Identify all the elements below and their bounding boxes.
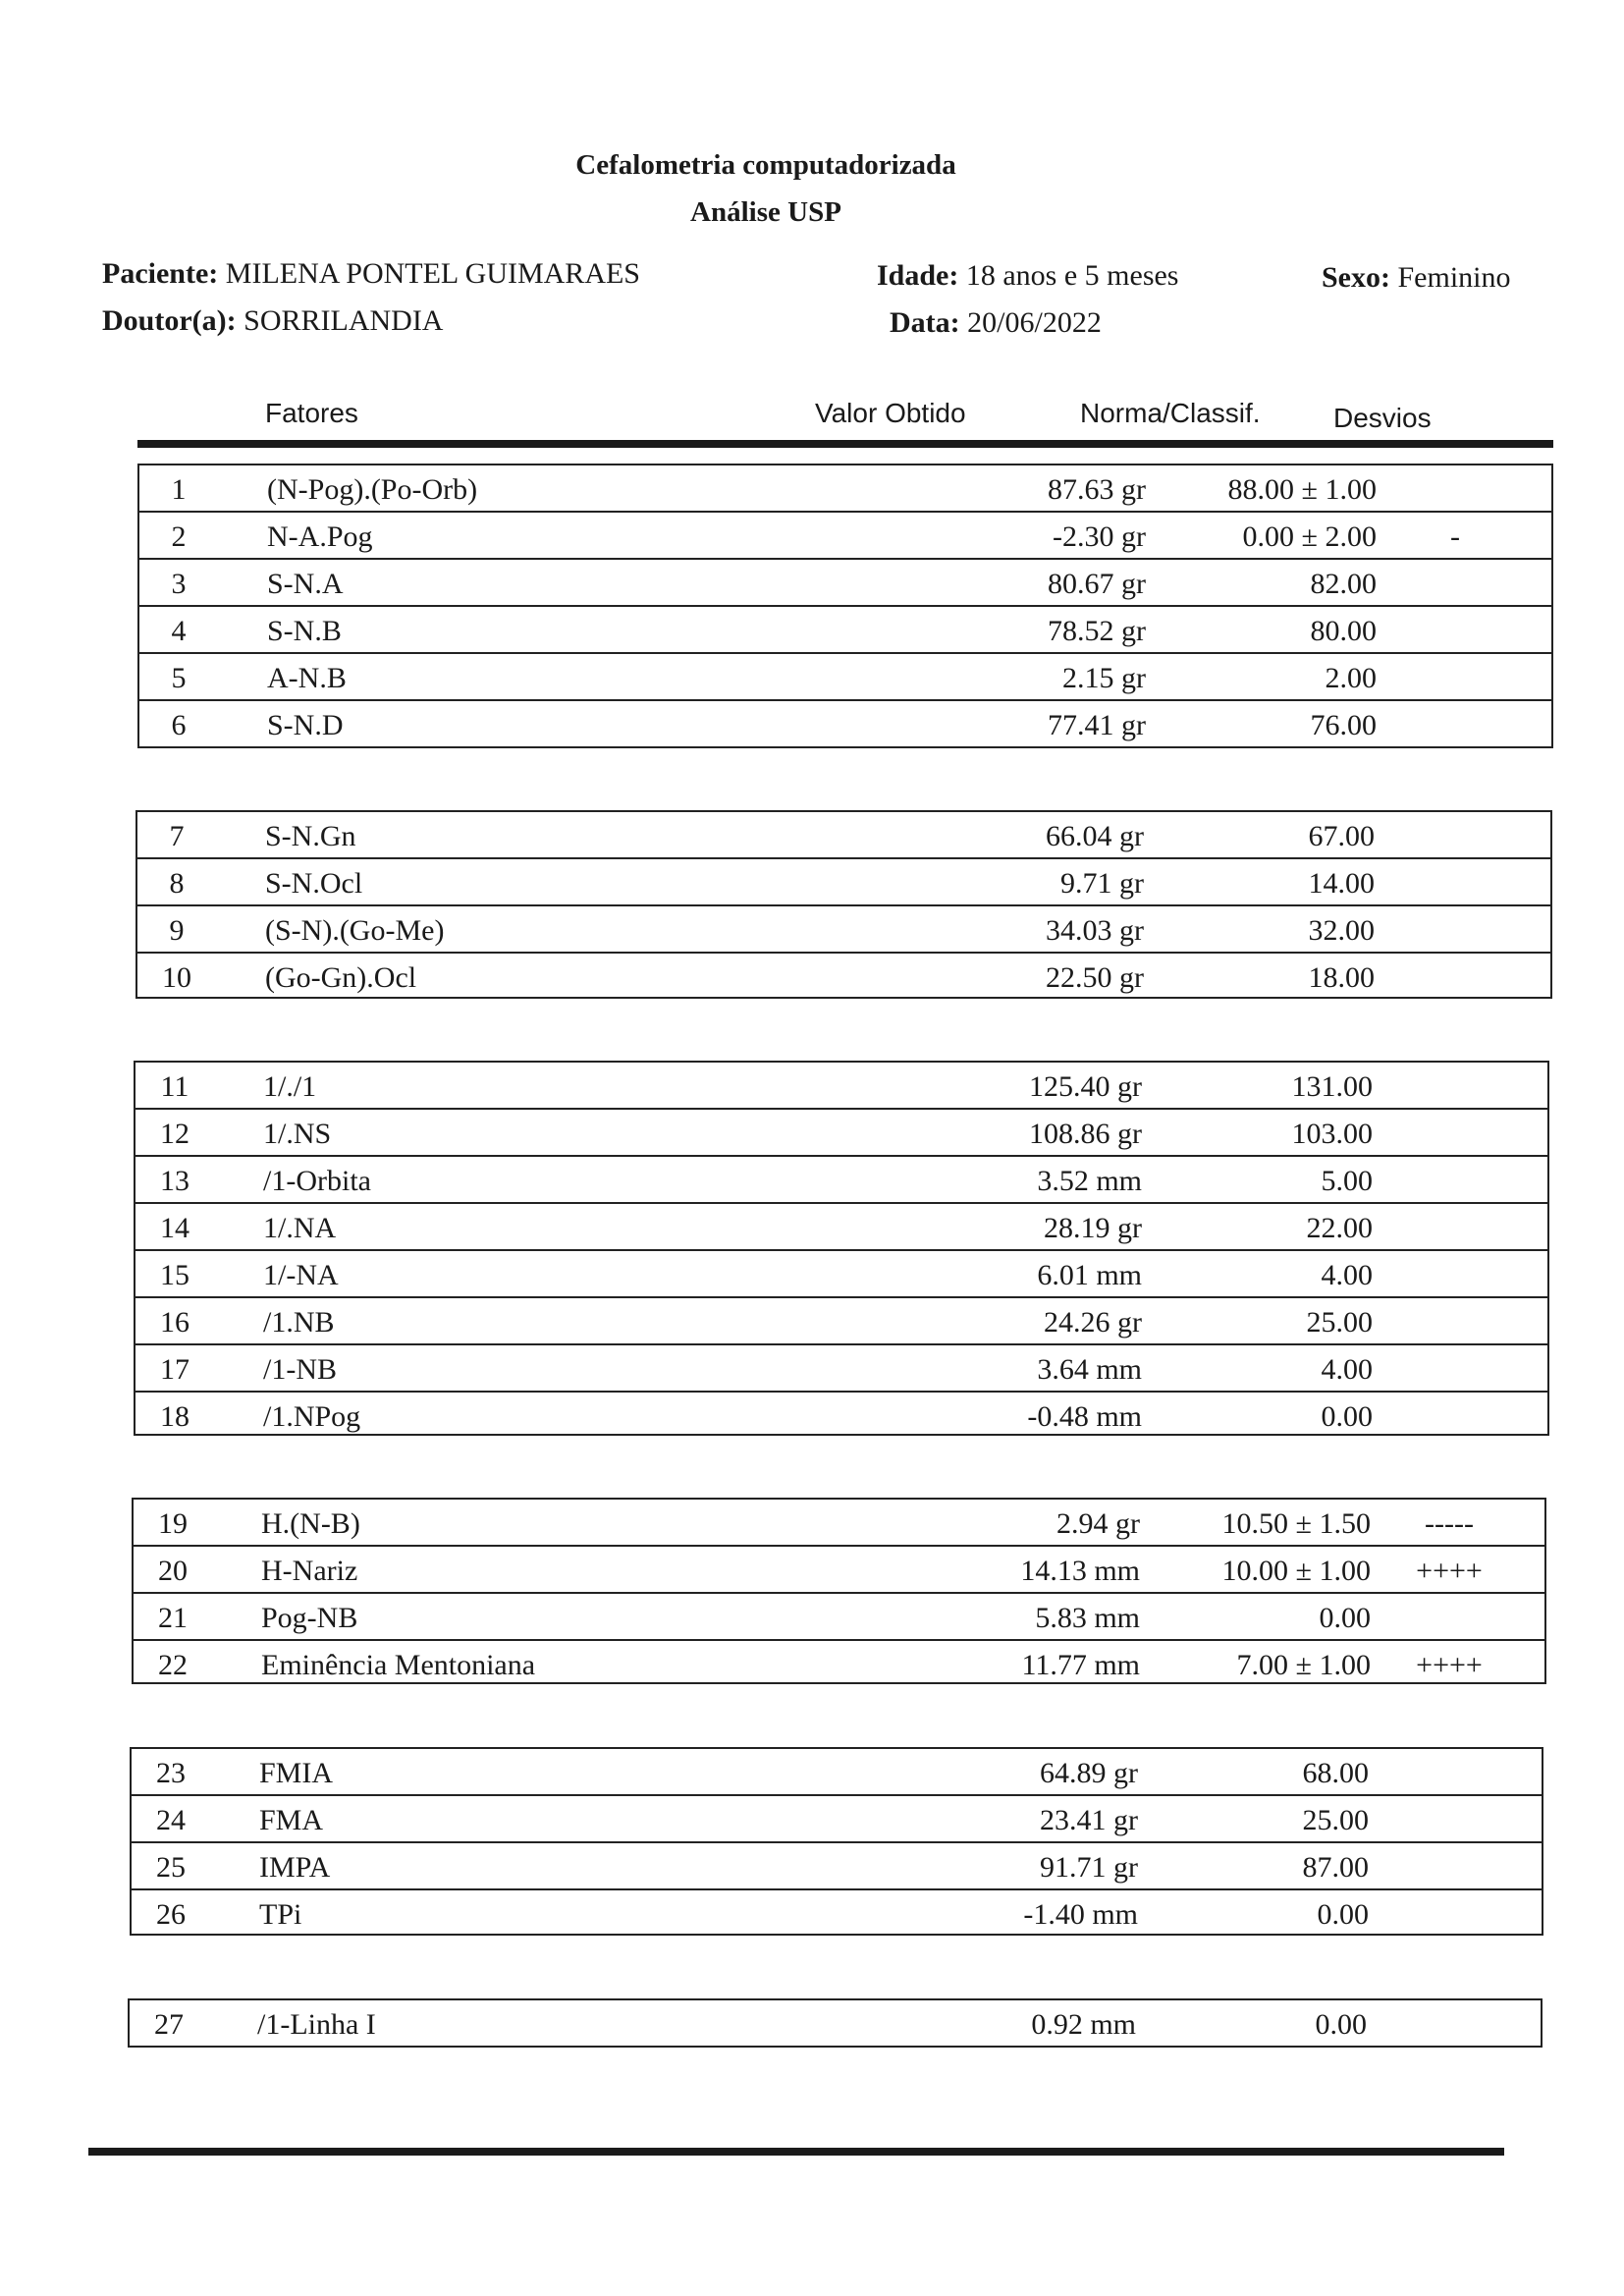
table-row [135, 1345, 1547, 1393]
factor-group-4 [132, 1498, 1546, 1684]
sex-value: Feminino [1397, 261, 1511, 294]
table-row [137, 859, 1550, 906]
factor-number: 27 [154, 2008, 184, 2041]
factor-group-6 [128, 1998, 1543, 2048]
table-row [134, 1547, 1544, 1594]
report-title: Cefalometria computadorizada [575, 149, 956, 181]
obtained-value: 22.50 gr [1046, 961, 1144, 994]
table-row [135, 1063, 1547, 1110]
factor-name: /1.NPog [263, 1400, 361, 1433]
factor-number: 21 [158, 1602, 188, 1634]
obtained-value: 64.89 gr [1040, 1757, 1138, 1789]
factor-name: /1-Linha I [257, 2008, 376, 2041]
norm-value: 87.00 [1302, 1851, 1369, 1884]
norm-value: 25.00 [1306, 1306, 1373, 1339]
factor-number: 9 [169, 914, 185, 947]
table-row [135, 1298, 1547, 1345]
table-row [135, 1157, 1547, 1204]
factor-number: 16 [160, 1306, 189, 1339]
deviation-value: ----- [1425, 1507, 1474, 1540]
obtained-value: 9.71 gr [1060, 867, 1144, 900]
patient-name: MILENA PONTEL GUIMARAES [225, 257, 640, 290]
factor-number: 4 [171, 615, 187, 647]
table-row [139, 654, 1551, 701]
table-row [135, 1251, 1547, 1298]
column-header-norma: Norma/Classif. [1080, 398, 1261, 428]
factor-group-5 [130, 1747, 1543, 1936]
norm-value: 10.50 ± 1.50 [1221, 1507, 1371, 1540]
table-row [139, 513, 1551, 560]
table-row [135, 1110, 1547, 1157]
norm-value: 5.00 [1321, 1165, 1373, 1197]
obtained-value: 28.19 gr [1044, 1212, 1142, 1244]
obtained-value: 87.63 gr [1048, 473, 1146, 506]
obtained-value: -1.40 mm [1023, 1898, 1138, 1931]
factor-name: S-N.D [267, 709, 344, 741]
norm-value: 131.00 [1291, 1070, 1373, 1103]
obtained-value: 0.92 mm [1031, 2008, 1136, 2041]
norm-value: 7.00 ± 1.00 [1236, 1649, 1371, 1681]
sex-info [1322, 261, 1511, 295]
doctor-label: Doutor(a): [102, 304, 237, 337]
header-rule [137, 440, 1553, 448]
report-subtitle: Análise USP [690, 196, 841, 228]
factor-name: /1-Orbita [263, 1165, 371, 1197]
age-value: 18 anos e 5 meses [965, 259, 1179, 292]
factor-name: Pog-NB [261, 1602, 358, 1634]
factor-number: 6 [171, 709, 187, 741]
factor-name: 1/.NA [263, 1212, 337, 1244]
factor-number: 14 [160, 1212, 189, 1244]
factor-number: 17 [160, 1353, 189, 1386]
factor-name: (Go-Gn).Ocl [265, 961, 417, 994]
table-row [134, 1500, 1544, 1547]
factor-number: 18 [160, 1400, 189, 1433]
table-row [132, 1843, 1542, 1890]
norm-value: 22.00 [1306, 1212, 1373, 1244]
factor-name: 1/-NA [263, 1259, 339, 1291]
table-row [132, 1890, 1542, 1938]
norm-value: 76.00 [1310, 709, 1377, 741]
obtained-value: 77.41 gr [1048, 709, 1146, 741]
obtained-value: 23.41 gr [1040, 1804, 1138, 1836]
norm-value: 25.00 [1302, 1804, 1369, 1836]
table-row [137, 812, 1550, 859]
factor-number: 20 [158, 1555, 188, 1587]
table-row [139, 701, 1551, 748]
column-header-fatores: Fatores [265, 398, 358, 428]
obtained-value: -0.48 mm [1027, 1400, 1142, 1433]
factor-number: 23 [156, 1757, 186, 1789]
factor-name: TPi [259, 1898, 302, 1931]
factor-group-3 [134, 1061, 1549, 1436]
norm-value: 88.00 ± 1.00 [1227, 473, 1377, 506]
factor-name: H.(N-B) [261, 1507, 360, 1540]
norm-value: 0.00 [1315, 2008, 1367, 2041]
factor-name: S-N.Ocl [265, 867, 363, 900]
factor-number: 22 [158, 1649, 188, 1681]
obtained-value: 3.64 mm [1037, 1353, 1142, 1386]
age-label: Idade: [877, 259, 959, 292]
norm-value: 4.00 [1321, 1353, 1373, 1386]
factor-name: /1-NB [263, 1353, 337, 1386]
obtained-value: 24.26 gr [1044, 1306, 1142, 1339]
norm-value: 0.00 [1321, 1400, 1373, 1433]
date-info [890, 306, 1102, 340]
factor-number: 11 [160, 1070, 189, 1103]
factor-number: 19 [158, 1507, 188, 1540]
obtained-value: 80.67 gr [1048, 568, 1146, 600]
factor-name: N-A.Pog [267, 520, 373, 553]
doctor-info [102, 304, 443, 338]
factor-name: FMA [259, 1804, 324, 1836]
obtained-value: 34.03 gr [1046, 914, 1144, 947]
factor-number: 8 [169, 867, 185, 900]
factor-name: 1/./1 [263, 1070, 317, 1103]
obtained-value: 3.52 mm [1037, 1165, 1142, 1197]
patient-info [102, 257, 640, 291]
factor-name: A-N.B [267, 662, 347, 694]
factor-number: 13 [160, 1165, 189, 1197]
factor-name: S-N.Gn [265, 820, 356, 852]
factor-number: 3 [171, 568, 187, 600]
factor-number: 7 [169, 820, 185, 852]
factor-number: 24 [156, 1804, 186, 1836]
obtained-value: 5.83 mm [1035, 1602, 1140, 1634]
norm-value: 10.00 ± 1.00 [1221, 1555, 1371, 1587]
norm-value: 4.00 [1321, 1259, 1373, 1291]
table-row [139, 560, 1551, 607]
table-row [137, 906, 1550, 954]
age-info [877, 259, 1178, 293]
table-row [132, 1749, 1542, 1796]
doctor-name: SORRILANDIA [244, 304, 444, 337]
factor-number: 12 [160, 1118, 189, 1150]
obtained-value: 125.40 gr [1029, 1070, 1142, 1103]
factor-name: (N-Pog).(Po-Orb) [267, 473, 478, 506]
date-label: Data: [890, 306, 960, 339]
factor-number: 10 [162, 961, 191, 994]
table-row [135, 1204, 1547, 1251]
obtained-value: 14.13 mm [1020, 1555, 1140, 1587]
factor-name: FMIA [259, 1757, 334, 1789]
column-header-valor: Valor Obtido [815, 398, 966, 428]
table-row [135, 1393, 1547, 1440]
factor-number: 26 [156, 1898, 186, 1931]
factor-name: /1.NB [263, 1306, 335, 1339]
norm-value: 103.00 [1291, 1118, 1373, 1150]
column-header-desvios: Desvios [1333, 403, 1432, 433]
obtained-value: 2.94 gr [1056, 1507, 1140, 1540]
patient-label: Paciente: [102, 257, 219, 290]
norm-value: 80.00 [1310, 615, 1377, 647]
factor-name: 1/.NS [263, 1118, 332, 1150]
norm-value: 67.00 [1308, 820, 1375, 852]
norm-value: 68.00 [1302, 1757, 1369, 1789]
table-row [139, 465, 1551, 513]
norm-value: 82.00 [1310, 568, 1377, 600]
norm-value: 14.00 [1308, 867, 1375, 900]
factor-group-2 [135, 810, 1552, 999]
factor-number: 15 [160, 1259, 189, 1291]
factor-number: 25 [156, 1851, 186, 1884]
norm-value: 32.00 [1308, 914, 1375, 947]
factor-name: S-N.A [267, 568, 344, 600]
table-row [134, 1641, 1544, 1688]
table-row [134, 1594, 1544, 1641]
date-value: 20/06/2022 [967, 306, 1102, 339]
norm-value: 0.00 [1317, 1898, 1369, 1931]
factor-name: IMPA [259, 1851, 331, 1884]
factor-name: Eminência Mentoniana [261, 1649, 536, 1681]
table-row [132, 1796, 1542, 1843]
factor-name: S-N.B [267, 615, 342, 647]
factor-name: H-Nariz [261, 1555, 358, 1587]
factor-number: 5 [171, 662, 187, 694]
obtained-value: 108.86 gr [1029, 1118, 1142, 1150]
factor-number: 1 [171, 473, 187, 506]
footer-rule [88, 2148, 1504, 2156]
table-row [137, 954, 1550, 1001]
table-row [139, 607, 1551, 654]
deviation-value: ++++ [1416, 1555, 1483, 1587]
table-row [130, 2000, 1541, 2048]
norm-value: 0.00 ± 2.00 [1242, 520, 1377, 553]
deviation-value: - [1450, 520, 1460, 553]
norm-value: 18.00 [1308, 961, 1375, 994]
obtained-value: 91.71 gr [1040, 1851, 1138, 1884]
factor-name: (S-N).(Go-Me) [265, 914, 445, 947]
factor-number: 2 [171, 520, 187, 553]
deviation-value: ++++ [1416, 1649, 1483, 1681]
sex-label: Sexo: [1322, 261, 1390, 294]
obtained-value: 78.52 gr [1048, 615, 1146, 647]
norm-value: 2.00 [1325, 662, 1377, 694]
obtained-value: 11.77 mm [1021, 1649, 1140, 1681]
obtained-value: 66.04 gr [1046, 820, 1144, 852]
norm-value: 0.00 [1319, 1602, 1371, 1634]
obtained-value: 2.15 gr [1062, 662, 1146, 694]
obtained-value: -2.30 gr [1053, 520, 1146, 553]
factor-group-1 [137, 464, 1553, 748]
obtained-value: 6.01 mm [1037, 1259, 1142, 1291]
